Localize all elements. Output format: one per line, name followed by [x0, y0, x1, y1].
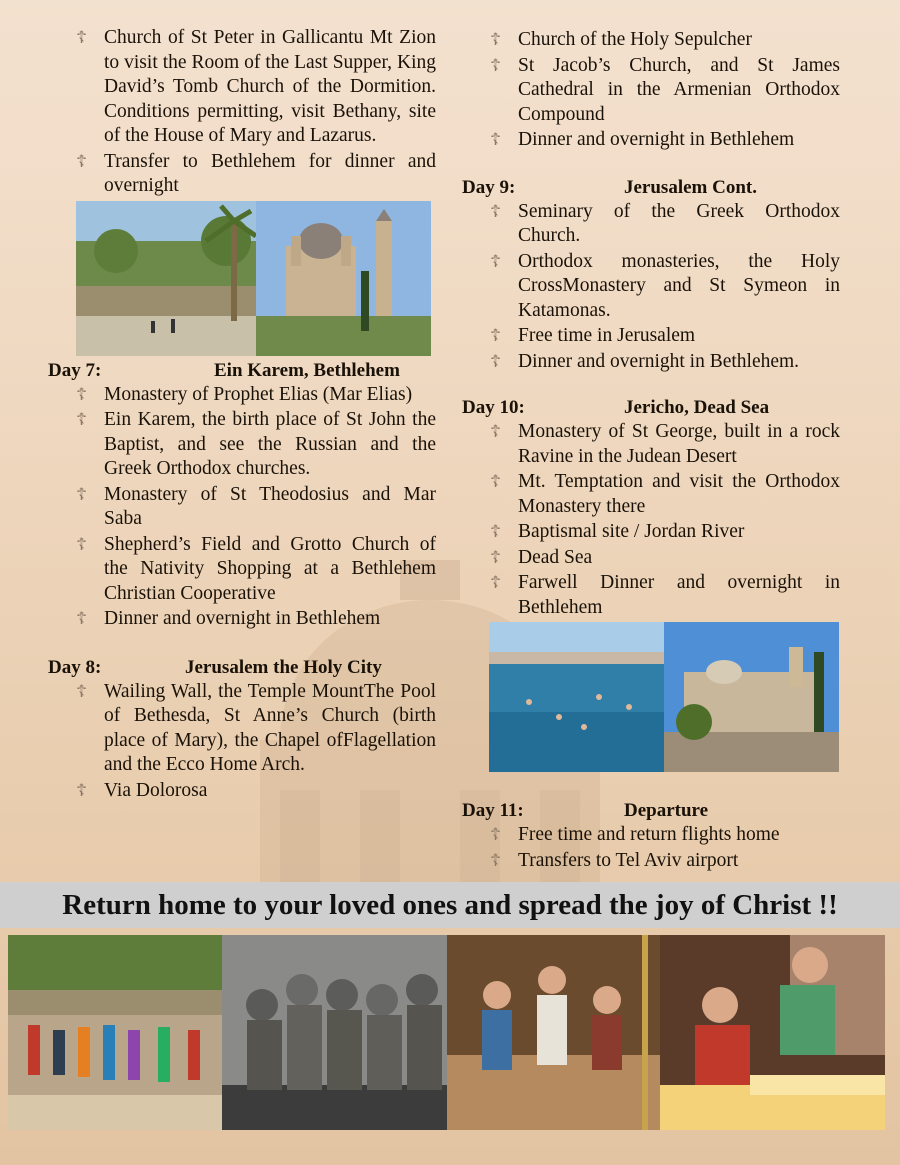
orthodox-cross-icon: ☦	[490, 825, 502, 844]
orthodox-cross-icon: ☦	[76, 384, 88, 404]
list-item: ☦ Orthodox monasteries, the Holy CrossMonastery and St Symeon in Katamonas.	[490, 250, 840, 321]
orthodox-cross-icon: ☦	[76, 28, 88, 47]
orthodox-cross-icon: ☦	[490, 251, 502, 271]
orthodox-cross-icon: ☦	[490, 326, 502, 345]
orthodox-cross-icon: ☦	[490, 573, 502, 592]
orthodox-cross-icon: ☦	[76, 609, 88, 628]
list-item: ☦ Dinner and overnight in Bethlehem.	[462, 350, 840, 375]
list-item: ☦ Church of St Peter in Gallicantu Mt Zion to visit the Room of the Last Supper, King David’s Tomb Church of the Dormition. Conditions permitting, visit Bethany, site of the House of Mary and Lazarus.	[76, 27, 436, 146]
list-item: ☦ Mt. Temptation and visit the Orthodox Monastery there	[490, 471, 840, 517]
list-item: ☦ Ein Karem, the birth place of St John the Baptist, and see the Russian and the Greek Orthodox churches.	[76, 409, 436, 479]
day9-list	[462, 200, 840, 375]
orthodox-cross-icon: ☦	[76, 151, 88, 171]
day10-list	[462, 420, 840, 620]
orthodox-cross-icon: ☦	[490, 30, 502, 49]
pilgrims-at-river-photo	[8, 935, 222, 1130]
orthodox-cross-icon: ☦	[490, 472, 502, 491]
day-title: Jerusalem Cont.	[624, 176, 757, 198]
dormition-abbey-photo	[256, 201, 431, 356]
left-column	[48, 26, 436, 804]
day8-continued-list	[462, 28, 840, 153]
day11-heading	[462, 799, 840, 823]
orthodox-cross-icon: ☦	[490, 130, 502, 149]
list-item: ☦ Monastery of Prophet Elias (Mar Elias)	[48, 383, 436, 408]
day7-list	[48, 383, 436, 632]
jordan-river-photo	[76, 201, 256, 356]
photo-pair-deadsea-monastery	[489, 622, 840, 772]
pilgrims-in-church-photo	[447, 935, 660, 1130]
list-item: ☦ Seminary of the Greek Orthodox Church.	[490, 200, 840, 246]
list-item: ☦ Dead Sea	[462, 546, 840, 571]
list-item: ☦ Free time and return flights home	[462, 823, 840, 848]
day6-continued-list	[48, 26, 436, 199]
day-title: Departure	[624, 800, 709, 821]
list-item: ☦ St Jacob’s Church, and St James Cathedral in the Armenian Orthodox Compound	[490, 54, 840, 125]
list-item: ☦ Via Dolorosa	[48, 779, 436, 804]
list-item: ☦ Shepherd’s Field and Grotto Church of the Nativity Shopping at a Bethlehem Christian Cooperative	[76, 533, 436, 604]
day11-list	[462, 823, 840, 873]
day-label: Day 7:	[48, 359, 102, 381]
monastery-photo	[664, 622, 839, 772]
day9-heading	[462, 176, 840, 200]
day8-heading	[48, 656, 436, 680]
day-title: Ein Karem, Bethlehem	[214, 359, 400, 381]
list-item: ☦ Dinner and overnight in Bethlehem	[48, 607, 436, 632]
orthodox-cross-icon: ☦	[490, 850, 502, 870]
candle-lighting-photo	[660, 935, 885, 1130]
orthodox-cross-icon: ☦	[490, 351, 502, 371]
orthodox-cross-icon: ☦	[76, 484, 88, 504]
orthodox-cross-icon: ☦	[490, 201, 502, 221]
list-item: ☦ Farwell Dinner and overnight in Bethlehem	[490, 572, 840, 618]
orthodox-cross-icon: ☦	[76, 681, 88, 701]
closing-banner: Return home to your loved ones and spread the joy of Christ !!	[0, 882, 900, 928]
dead-sea-photo	[489, 622, 664, 772]
day-label: Day 8:	[48, 656, 102, 678]
day-title: Jericho, Dead Sea	[624, 397, 770, 418]
day-label: Day 10:	[462, 397, 525, 418]
list-item: ☦ Transfers to Tel Aviv airport	[462, 849, 840, 874]
list-item: ☦ Monastery of St Theodosius and Mar Saba	[76, 483, 436, 529]
day7-heading	[48, 359, 436, 383]
list-item: ☦ Dinner and overnight in Bethlehem	[462, 128, 840, 153]
day10-heading	[462, 396, 840, 420]
orthodox-cross-icon: ☦	[76, 780, 88, 800]
orthodox-cross-icon: ☦	[490, 522, 502, 541]
right-column	[462, 28, 840, 874]
list-item: ☦ Church of the Holy Sepulcher	[462, 28, 840, 53]
day-label: Day 9:	[462, 176, 516, 198]
orthodox-cross-icon: ☦	[76, 534, 88, 554]
list-item: ☦ Free time in Jerusalem	[462, 324, 840, 349]
list-item: ☦ Transfer to Bethlehem for dinner and overnight	[76, 150, 436, 196]
bottom-photo-strip	[8, 935, 885, 1130]
dead-sea-mud-bathers-photo	[222, 935, 447, 1130]
photo-pair-jordan-dormition	[76, 201, 436, 356]
list-item: ☦ Wailing Wall, the Temple MountThe Pool of Bethesda, St Anne’s Church (birth place of Mary), the Chapel ofFlagellation and the Ecco Home Arch.	[76, 680, 436, 775]
day-title: Jerusalem the Holy City	[185, 656, 382, 678]
day-label: Day 11:	[462, 800, 524, 821]
orthodox-cross-icon: ☦	[490, 55, 502, 75]
list-item: ☦ Baptismal site / Jordan River	[462, 520, 840, 545]
orthodox-cross-icon: ☦	[490, 547, 502, 567]
list-item: ☦ Monastery of St George, built in a rock Ravine in the Judean Desert	[490, 421, 840, 467]
day8-list	[48, 680, 436, 804]
orthodox-cross-icon: ☦	[490, 422, 502, 441]
orthodox-cross-icon: ☦	[76, 410, 88, 429]
